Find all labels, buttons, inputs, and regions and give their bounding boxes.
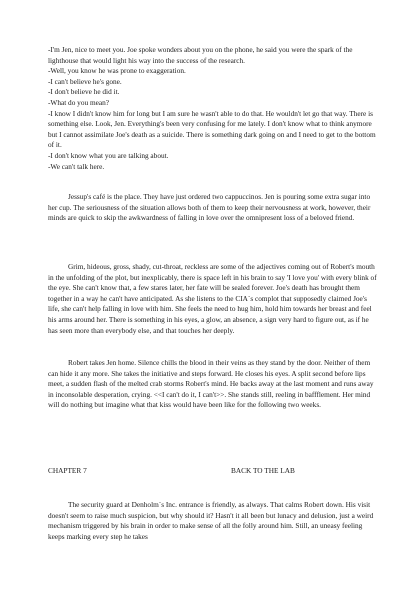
dialogue-line: -I don't believe he did it. bbox=[48, 87, 120, 97]
paragraph-grim bbox=[48, 262, 380, 336]
dialogue-line: -We can't talk here. bbox=[48, 161, 105, 171]
paragraph-text: Grim, hideous, gross, shady, cut-throat, reckless are some of the adjectives coming out of Robert's mouth in the unfolding of the plot, but inexplicably, there is space left in his brain to say 'I love you' with every blink of the eye. She can't know that, a few stares later, her fate will be sealed forever. Joe's death has brought them together in a way he can't have anticipated. As she listens to the CIA´s complot that supposedly claimed Joe's life, she can't help falling in love with him. She feels the need to hug him, hold him towards her breast and feel his arms around her. There is something in his eyes, a glow, an absence, a sign very hard to figure out, as if he has seen more than everybody else, and that touches her deeply. bbox=[48, 262, 377, 335]
paragraph-home bbox=[48, 358, 380, 411]
paragraph-cafe bbox=[48, 192, 380, 224]
dialogue-line: -What do you mean? bbox=[48, 97, 109, 107]
paragraph-text: The security guard at Denholm´s Inc. entrance is friendly, as always. That calms Robert down. His visit doesn't seem to raise much suspicion, but why should it? Hasn't it all been but lunacy and delusion, just a weird mechanism triggered by his brain in order to make sense of all the folly around him. Still, an uneasy feeling keeps marking every step he takes bbox=[48, 500, 374, 541]
dialogue-line: -I know I didn't know him for long but I am sure he wasn't able to do that. He wouldn't let go that way. There is something else. Look, Jen. Everything's been very confusing for me lately. I don't know what to think anymore but I cannot assimilate Joe's death as a suicide. There is something dark going on and I need to get to the bottom of it. bbox=[48, 108, 376, 150]
dialogue-line: -Well, you know he was prone to exaggeration. bbox=[48, 66, 186, 76]
paragraph-text: Robert takes Jen home. Silence chills the blood in their veins as they stand by the door. Neither of them can hide it any more. She takes the initiative and steps forward. He closes his eyes. A split second before lips meet, a sudden flash of the melted crab storms Robert's mind. He backs away at the last moment and runs away in inconsolable desperation, crying. <<I can't do it, I can't>>. She stands still, reeling in baffflement. Her mind will do nothing but imagine what that kiss would have been like for the following two weeks. bbox=[48, 358, 374, 410]
paragraph-guard bbox=[48, 500, 380, 542]
dialogue-line: -I'm Jen, nice to meet you. Joe spoke wonders about you on the phone, he said you were the spark of the lighthouse that would light his way into the success of the research. bbox=[48, 45, 353, 65]
chapter-title: BACK TO THE LAB bbox=[231, 466, 295, 475]
paragraph-text: Jessup's café is the place. They have just ordered two cappuccinos. Jen is pouring some extra sugar into her cup. The seriousness of the situation allows both of them to keep their nervousness at work, however, their minds are quick to skip the awkwardness of falling in love over the omnipresent loss of a beloved friend. bbox=[48, 192, 371, 223]
dialogue-line: -I don't know what you are talking about. bbox=[48, 150, 169, 160]
dialogue-line: -I can't believe he's gone. bbox=[48, 76, 122, 86]
dialogue-block bbox=[48, 45, 380, 172]
chapter-number: CHAPTER 7 bbox=[48, 466, 87, 475]
